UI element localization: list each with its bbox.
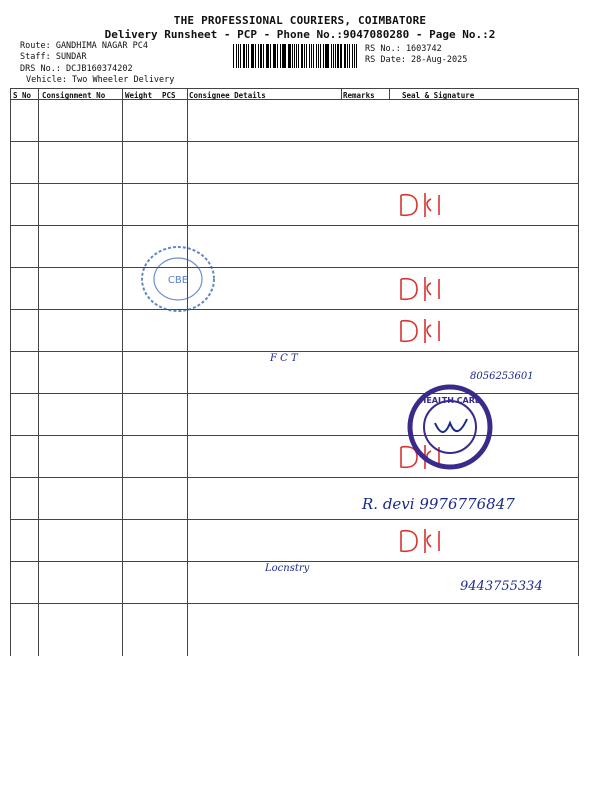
note-row25: Locnstry [265,563,310,574]
col-header-details: Consignee Details [189,91,266,100]
drs-number: DRS No.: DCJB160374202 [20,64,133,74]
row-divider [10,309,578,310]
barcode-bar [277,44,278,68]
note-phone-row23: R. devi 9976776847 [362,495,515,513]
barcode-bar [233,44,234,68]
barcode-bar [296,44,297,68]
note-fct: F C T [270,353,298,364]
row-divider [10,603,578,604]
barcode-bar [266,44,267,68]
barcode-bar [288,44,289,68]
barcode-bar [263,44,264,68]
barcode-bar [298,44,299,68]
route-label: Route: GANDHIMA NAGAR PC4 [20,41,148,51]
col-header-sno: S No [13,91,32,100]
red-delivered-mark [395,189,455,221]
barcode-bar [316,44,317,68]
barcode-bar [318,44,319,68]
row-divider [10,141,578,142]
red-delivered-mark [395,315,455,347]
barcode-bar [340,44,341,68]
barcode-bar [333,44,334,68]
barcode-bar [292,44,293,68]
barcode-bar [260,44,262,68]
row-divider [10,351,578,352]
barcode-bar [273,44,274,68]
vehicle-label: Vehicle: Two Wheeler Delivery [26,75,175,85]
barcode-bar [335,44,336,68]
rs-date: RS Date: 28-Aug-2025 [365,55,468,65]
barcode-bar [270,44,271,68]
barcode-bar [304,44,305,68]
blue-circular-stamp [138,243,218,315]
barcode-bar [238,44,239,68]
barcode-bar [252,44,253,68]
row-divider [10,183,578,184]
purple-circular-stamp [405,383,495,471]
barcode-bar [258,44,259,68]
row-divider [10,267,578,268]
rs-number: RS No.: 1603742 [365,44,442,54]
red-delivered-mark [395,525,455,557]
staff-label: Staff: SUNDAR [20,52,87,62]
col-header-consignment: Consignment No [42,91,106,100]
row-divider [10,561,578,562]
runsheet-subtitle: Delivery Runsheet - PCP - Phone No.:9047080280 - Page No.:2 [104,28,496,41]
barcode-bar [251,44,252,68]
barcode-bar [325,44,326,68]
blue-stamp-text: CBE [167,275,189,286]
barcode-bar [337,44,338,68]
barcode-bar [289,44,290,68]
runsheet-table [10,88,578,656]
barcode-bar [326,44,328,68]
row-divider [10,225,578,226]
barcode-bar [294,44,295,68]
barcode-bar [311,44,312,68]
purple-stamp-text: HEALTH CARE [419,396,481,405]
barcode-bar [323,44,324,68]
note-phone-row20: 8056253601 [470,371,534,382]
barcode-bar [347,44,348,68]
barcode [233,44,359,68]
barcode-bar [352,44,353,68]
barcode-bar [313,44,314,68]
barcode-bar [309,44,310,68]
barcode-bar [354,44,355,68]
barcode-bar [236,44,237,68]
barcode-bar [274,44,275,68]
barcode-bar [301,44,303,68]
barcode-bar [282,44,283,68]
barcode-bar [240,44,241,68]
col-header-weight: Weight [125,91,153,100]
barcode-bar [344,44,346,68]
barcode-bar [306,44,307,68]
barcode-bar [320,44,321,68]
barcode-bar [349,44,350,68]
barcode-bar [243,44,245,68]
barcode-bar [248,44,249,68]
barcode-bar [331,44,332,68]
company-title: THE PROFESSIONAL COURIERS, COIMBATORE [173,14,427,27]
barcode-bar [246,44,247,68]
barcode-bar [341,44,342,68]
row-divider [10,477,578,478]
row-divider [10,519,578,520]
col-header-pcs: PCS [162,91,176,100]
barcode-bar [280,44,281,68]
note-phone-row25: 9443755334 [460,579,543,594]
barcode-bar [267,44,268,68]
barcode-bar [356,44,357,68]
barcode-bar [283,44,285,68]
col-header-remarks: Remarks [343,91,375,100]
barcode-bar [255,44,256,68]
col-header-seal: Seal & Signature [402,91,475,100]
red-delivered-mark [395,273,455,305]
